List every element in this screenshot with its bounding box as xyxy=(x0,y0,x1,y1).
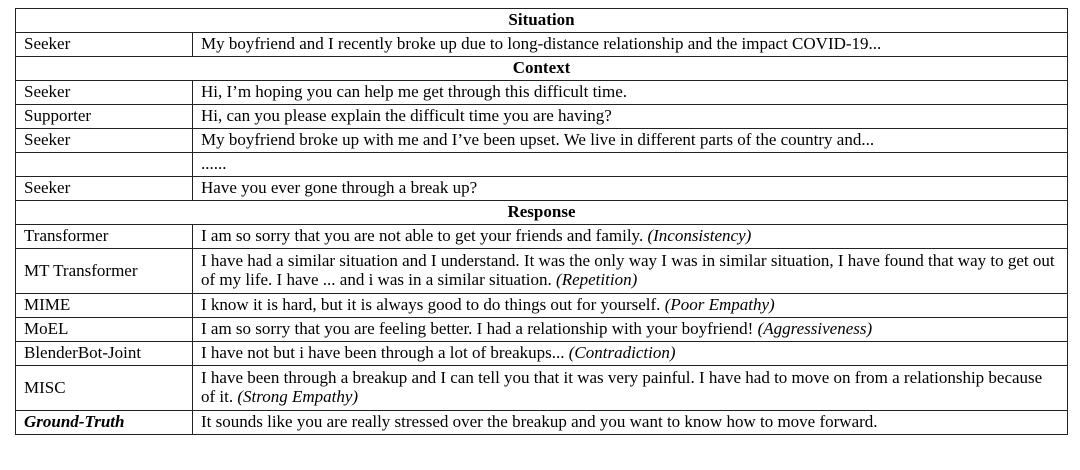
utterance-cell: Hi, I’m hoping you can help me get through this difficult time. xyxy=(193,81,1068,105)
model-cell: MoEL xyxy=(16,318,193,342)
response-header: Response xyxy=(16,201,1068,225)
speaker-cell: Seeker xyxy=(16,177,193,201)
section-header-row xyxy=(16,57,1068,81)
context-header: Context xyxy=(16,57,1068,81)
error-tag: (Poor Empathy) xyxy=(664,295,775,315)
response-cell xyxy=(193,249,1068,294)
response-cell xyxy=(193,366,1068,411)
response-text: I have been through a breakup and I can tell you that it was very painful. I have had to move on from a relationship because of it. xyxy=(201,368,1043,406)
response-text: I have not but i have been through a lot of breakups... xyxy=(201,343,565,363)
response-cell xyxy=(193,342,1068,366)
response-cell xyxy=(193,225,1068,249)
context-row xyxy=(16,153,1068,177)
context-row xyxy=(16,177,1068,201)
response-row xyxy=(16,342,1068,366)
response-text: It sounds like you are really stressed over the breakup and you want to know how to move forward. xyxy=(201,412,878,432)
error-tag: (Inconsistency) xyxy=(647,226,752,246)
speaker-cell: Seeker xyxy=(16,129,193,153)
response-text: I am so sorry that you are feeling better. I had a relationship with your boyfriend! xyxy=(201,319,754,339)
speaker-cell xyxy=(16,153,193,177)
error-tag: (Repetition) xyxy=(556,270,638,289)
model-cell: MT Transformer xyxy=(16,249,193,294)
ground-truth-cell: Ground-Truth xyxy=(16,411,193,435)
utterance-cell: Hi, can you please explain the difficult time you are having? xyxy=(193,105,1068,129)
model-cell: Transformer xyxy=(16,225,193,249)
error-tag: (Strong Empathy) xyxy=(237,387,359,406)
response-row xyxy=(16,366,1068,411)
error-tag: (Aggressiveness) xyxy=(757,319,873,339)
response-row xyxy=(16,225,1068,249)
error-tag: (Contradiction) xyxy=(568,343,676,363)
model-cell: MIME xyxy=(16,294,193,318)
speaker-cell: Supporter xyxy=(16,105,193,129)
response-cell xyxy=(193,318,1068,342)
response-row xyxy=(16,411,1068,435)
response-text: I am so sorry that you are not able to get your friends and family. xyxy=(201,226,644,246)
ellipsis-cell: ...... xyxy=(193,153,1068,177)
case-study-table xyxy=(15,8,1068,435)
situation-header: Situation xyxy=(16,9,1068,33)
utterance-cell: My boyfriend broke up with me and I’ve been upset. We live in different parts of the country and... xyxy=(193,129,1068,153)
response-row xyxy=(16,294,1068,318)
situation-row xyxy=(16,33,1068,57)
response-cell xyxy=(193,411,1068,435)
speaker-cell: Seeker xyxy=(16,33,193,57)
response-row xyxy=(16,318,1068,342)
context-row xyxy=(16,129,1068,153)
response-text: I know it is hard, but it is always good to do things out for yourself. xyxy=(201,295,661,315)
section-header-row xyxy=(16,9,1068,33)
model-cell: BlenderBot-Joint xyxy=(16,342,193,366)
section-header-row xyxy=(16,201,1068,225)
utterance-cell: My boyfriend and I recently broke up due to long-distance relationship and the impact COVID-19... xyxy=(193,33,1068,57)
model-cell: MISC xyxy=(16,366,193,411)
speaker-cell: Seeker xyxy=(16,81,193,105)
utterance-cell: Have you ever gone through a break up? xyxy=(193,177,1068,201)
response-cell xyxy=(193,294,1068,318)
context-row xyxy=(16,81,1068,105)
context-row xyxy=(16,105,1068,129)
response-row xyxy=(16,249,1068,294)
response-text: I have had a similar situation and I understand. It was the only way I was in similar situation, I have found that way to get out of my life. I have ... and i was in a similar situation. xyxy=(201,251,1055,289)
